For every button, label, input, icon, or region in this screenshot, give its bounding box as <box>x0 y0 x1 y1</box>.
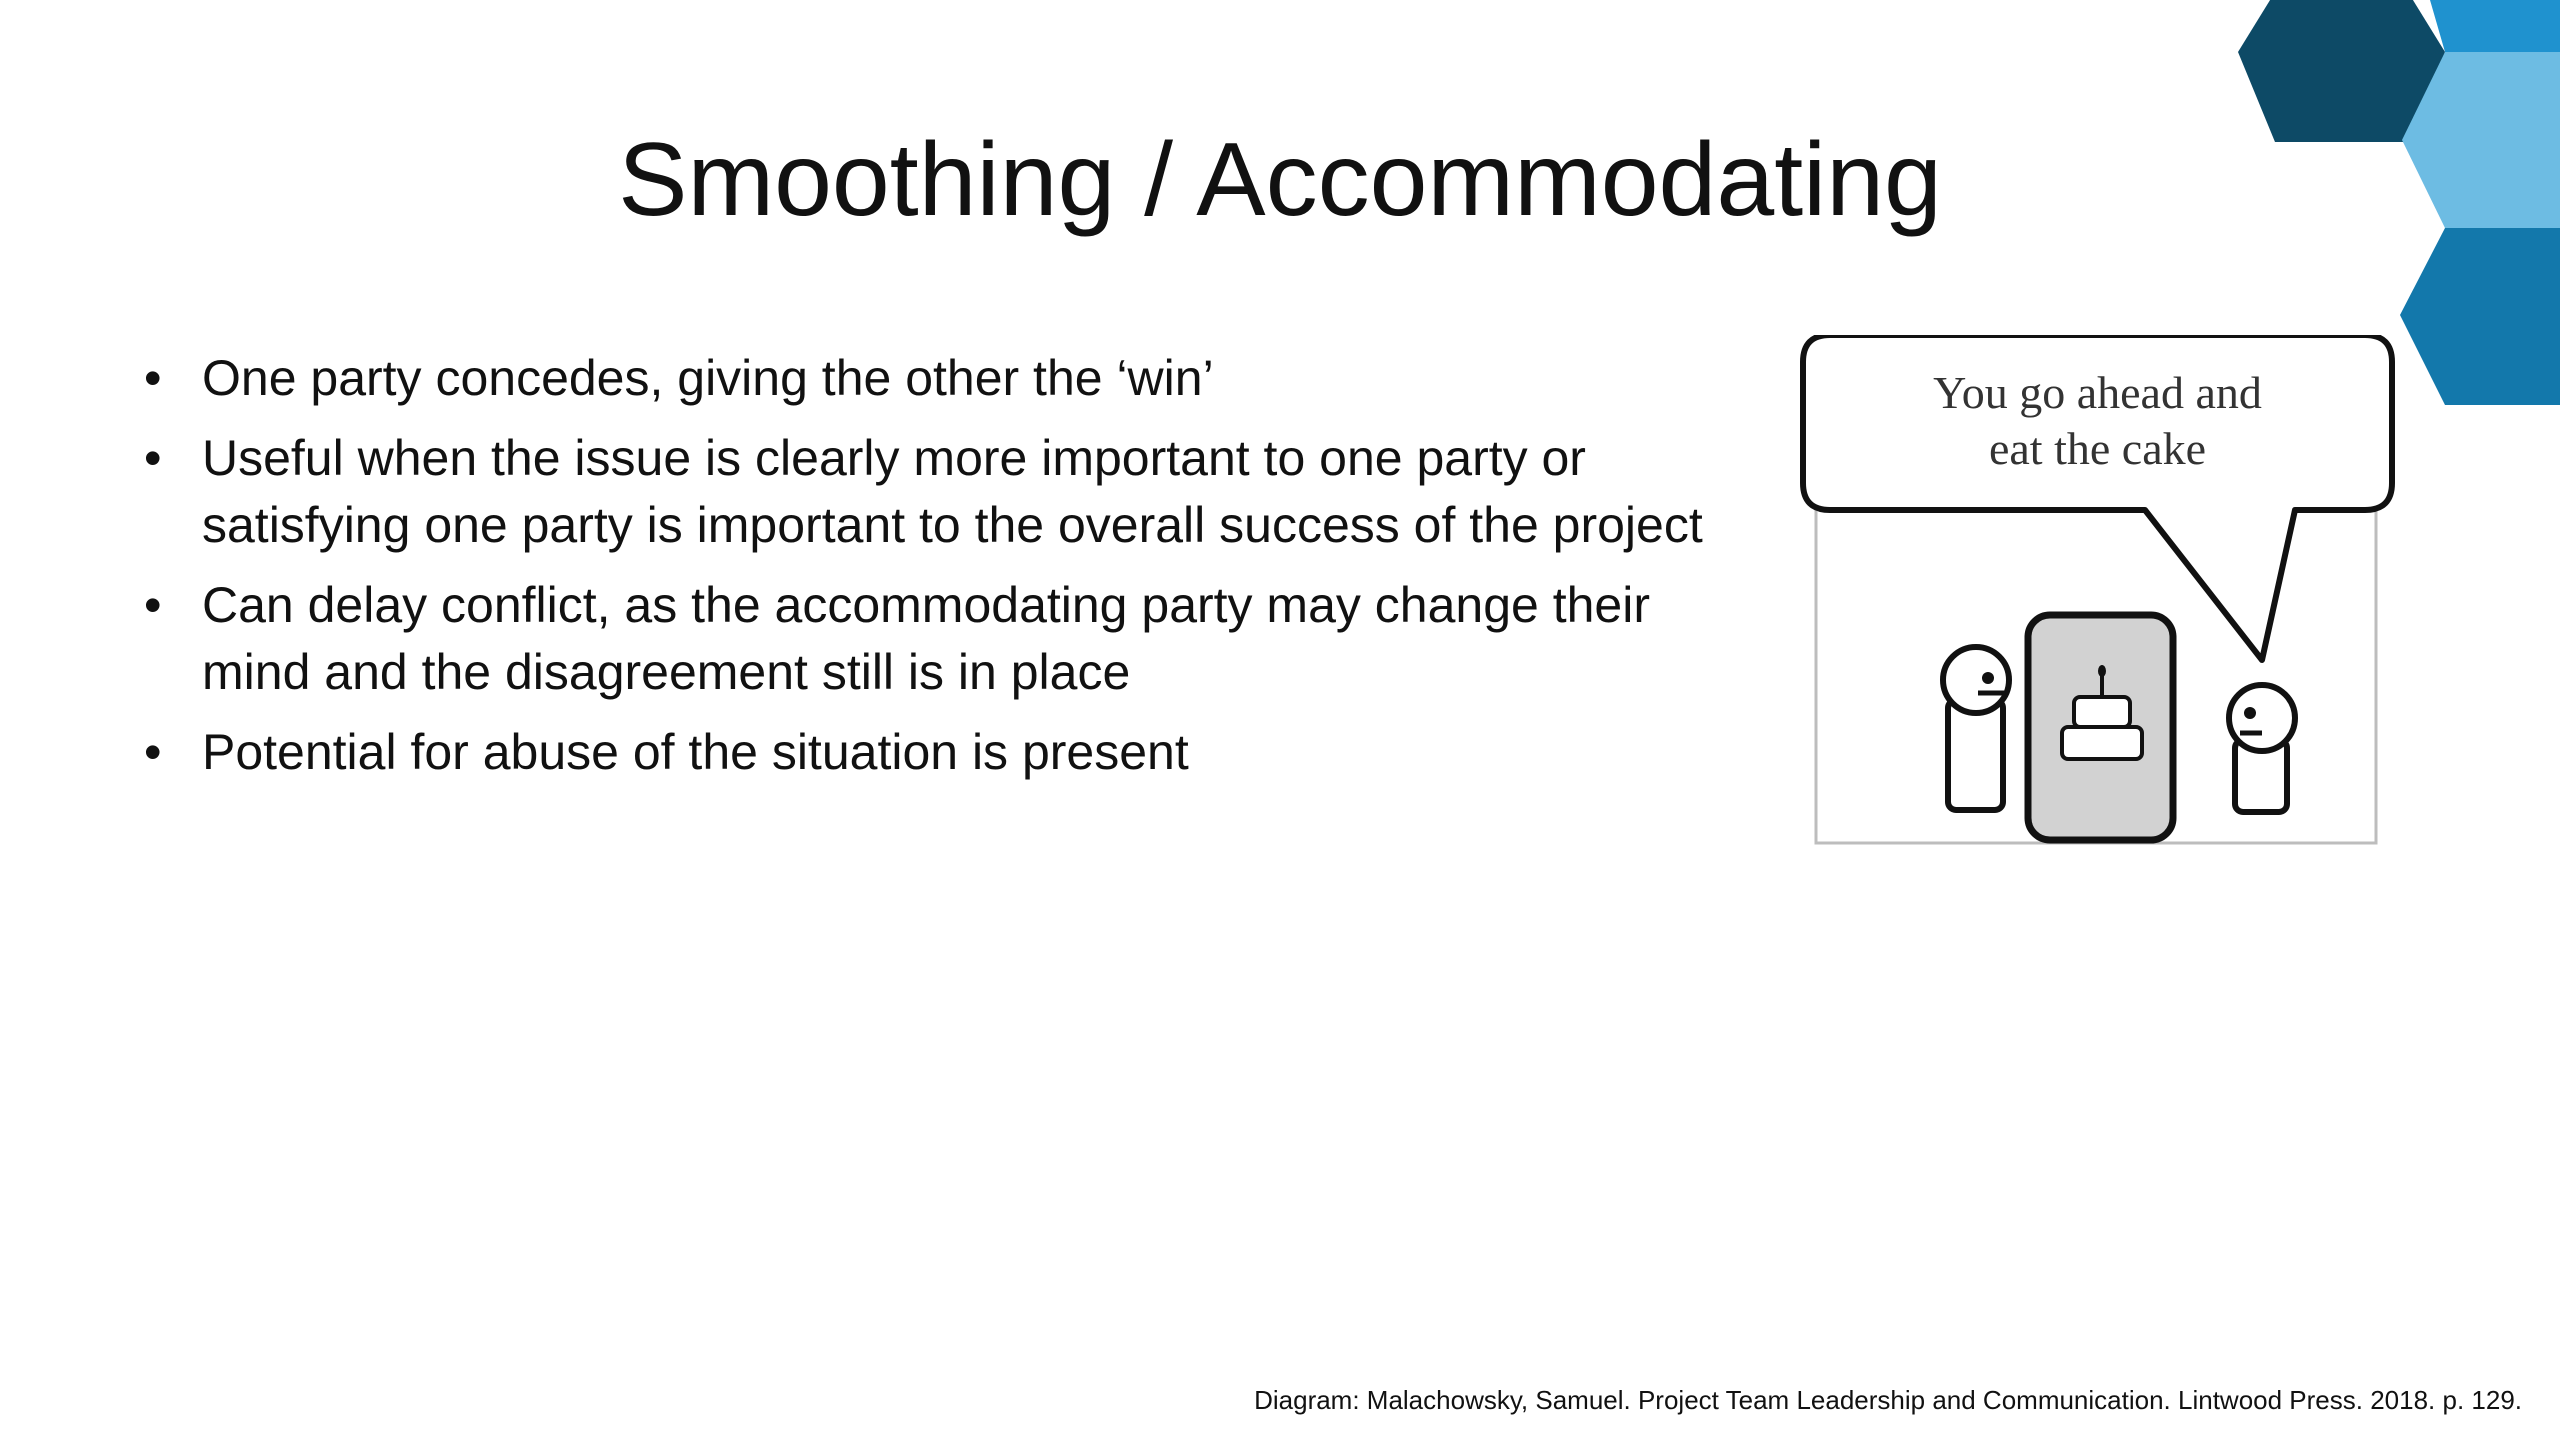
bullet-item <box>140 425 1720 559</box>
stick-figure-icon <box>1943 647 2009 810</box>
citation: Diagram: Malachowsky, Samuel. Project Team Leadership and Communication. Lintwood Press. 2018. p. 129. <box>1254 1385 2522 1415</box>
cartoon-figure <box>1800 335 2395 845</box>
slide-title: Smoothing / Accommodating <box>618 122 1942 238</box>
bullet-text: Potential for abuse of the situation is present <box>202 724 1189 780</box>
cake-icon <box>2028 615 2173 840</box>
bullet-marker: • <box>144 724 162 780</box>
hexagon-top-blue <box>2430 0 2560 52</box>
stick-figure-icon <box>2229 685 2295 812</box>
bullet-text: One party concedes, giving the other the ‘win’ <box>202 350 1214 406</box>
bullet-text: Useful when the issue is clearly more important to one party or satisfying one party is important to the overall success of the project <box>202 430 1703 553</box>
bullet-marker: • <box>144 350 162 406</box>
bullet-text: Can delay conflict, as the accommodating party may change their mind and the disagreement still is in place <box>202 577 1650 700</box>
bullet-marker: • <box>144 430 162 486</box>
bullet-marker: • <box>144 577 162 633</box>
speech-bubble-text <box>1800 365 2395 477</box>
bullet-item <box>140 572 1720 706</box>
bullet-item <box>140 345 1720 412</box>
bullet-item <box>140 719 1720 786</box>
hexagon-mid <box>2400 228 2560 405</box>
bullet-list <box>140 345 1720 799</box>
speech-line: You go ahead and <box>1933 367 2262 418</box>
speech-line: eat the cake <box>1988 423 2207 474</box>
